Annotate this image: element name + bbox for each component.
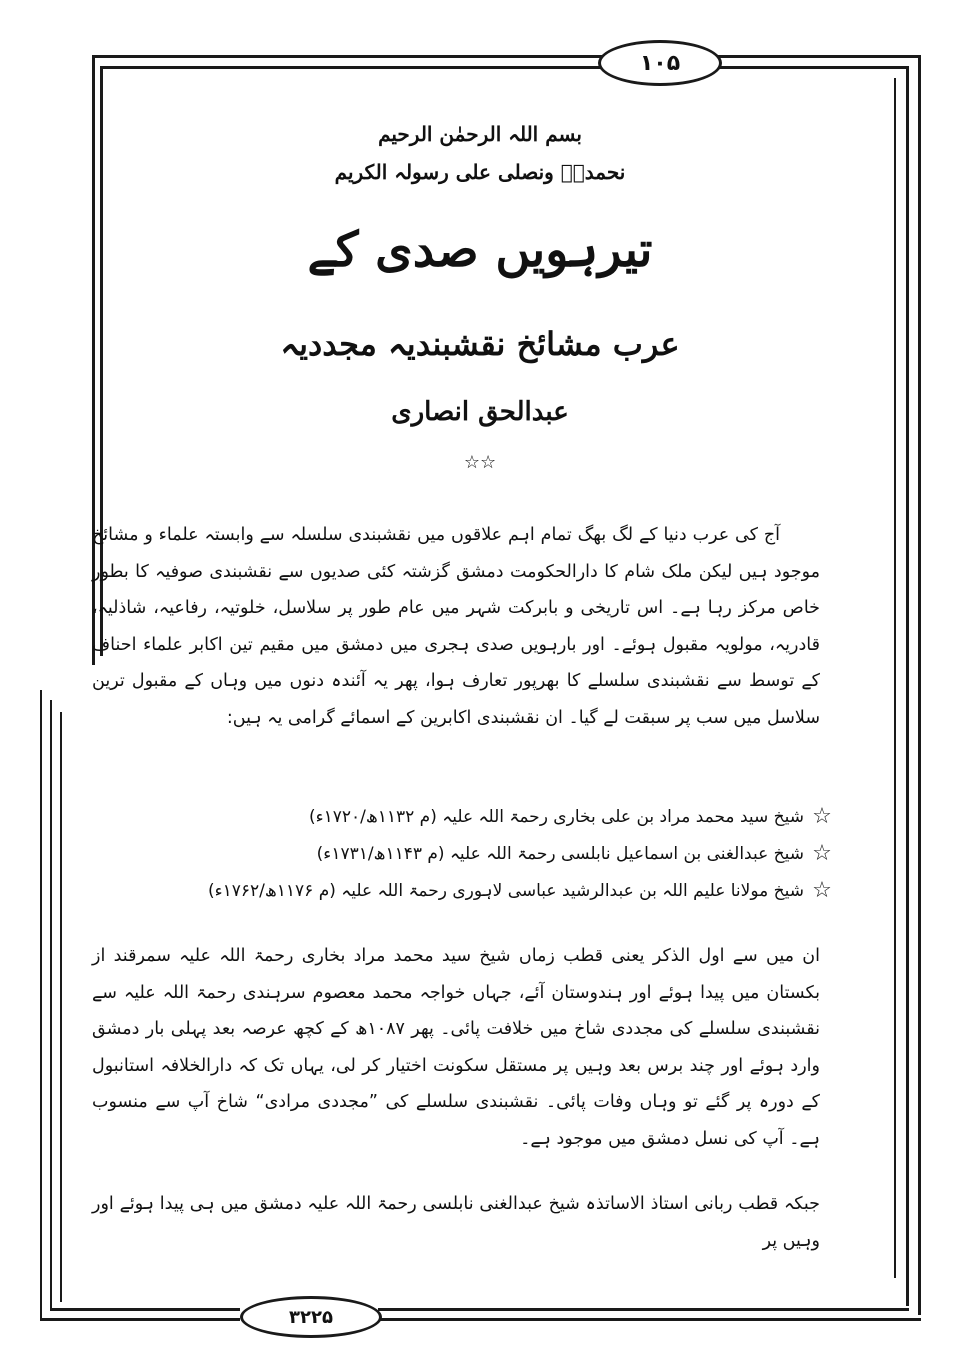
star-bullet-icon: ☆ <box>812 804 832 829</box>
page-number-oval <box>598 40 722 86</box>
subtitle: عرب مشائخ نقشبندیہ مجددیہ <box>280 325 680 363</box>
list-item <box>120 798 840 835</box>
separator-stars: ☆☆ <box>463 452 497 473</box>
scholar-name: شیخ سید محمد مراد بن علی بخاری رحمۃ اللہ علیہ (م ۱۱۳۲ھ/۱۷۲۰ء) <box>308 807 804 827</box>
star-bullet-icon: ☆ <box>812 841 832 866</box>
paragraph-3 <box>92 1186 820 1259</box>
star-bullet-icon: ☆ <box>812 878 832 903</box>
book-page-number: ۳۲۲۵ <box>289 1306 333 1328</box>
intro-paragraph-text: آج کی عرب دنیا کے لگ بھگ تمام اہم علاقوں میں نقشبندی سلسلہ سے وابستہ علماء و مشائخ موجود ہیں لیکن ملک شام کا دارالحکومت دمشق گزشتہ کئی صدیوں سے نقشبندی صوفیہ کا بطور خاص مرکز رہا ہے۔ اس تاریخی و بابرکت شہر میں عام طور پر سلاسل، خلوتیہ، رفاعیہ، شاذلیہ، قادریہ، مولویہ مقبول ہوئے۔ اور بارہویں صدی ہجری میں دمشق میں مقیم تین اکابر علماء احناف کے توسط سے نقشبندی سلسلے کا بھرپور تعارف ہوا، پھر یہ آئندہ دنوں میں وہاں کے مقبول ترین سلاسل میں سب پر سبقت لے گیا۔ ان نقشبندی اکابرین کے اسمائے گرامی یہ ہیں: <box>92 525 820 728</box>
intro-paragraph <box>92 517 820 736</box>
page-title: تیرہویں صدی کے <box>307 222 653 278</box>
list-item <box>120 835 840 872</box>
paragraph-3-text: جبکہ قطب ربانی استاذ الاساتذہ شیخ عبدالغنی نابلسی رحمۃ اللہ علیہ دمشق میں ہی پیدا ہوئے اور وہیں پر <box>92 1194 820 1251</box>
book-page-number-oval <box>240 1296 382 1338</box>
bismillah: بسم اللہ الرحمٰن الرحیم <box>378 122 582 146</box>
invocation: نحمدہٗ ونصلی علی رسولہ الکریم <box>334 160 626 184</box>
scholar-name: شیخ مولانا علیم اللہ بن عبدالرشید عباسی لاہوری رحمۃ اللہ علیہ (م ۱۱۷۶ھ/۱۷۶۲ء) <box>208 881 804 901</box>
paragraph-2 <box>92 938 820 1157</box>
scholar-list <box>120 798 840 909</box>
page-number: ۱۰۵ <box>639 50 681 76</box>
scholar-name: شیخ عبدالغنی بن اسماعیل نابلسی رحمۃ اللہ علیہ (م ۱۱۴۳ھ/۱۷۳۱ء) <box>316 844 804 864</box>
list-item <box>120 872 840 909</box>
author-name: عبدالحق انصاری <box>391 397 569 427</box>
paragraph-2-text: ان میں سے اول الذکر یعنی قطب زماں شیخ سید محمد مراد بخاری رحمۃ اللہ علیہ سمرقند از بکستان میں پیدا ہوئے اور ہندوستان آئے، جہاں خواجہ محمد معصوم سرہندی رحمۃ اللہ علیہ سے نقشبندی سلسلے کی مجددی شاخ میں خلافت پائی۔ پھر ۱۰۸۷ھ کے کچھ عرصہ بعد پہلی بار دمشق وارد ہوئے اور چند برس بعد وہیں پر مستقل سکونت اختیار کر لی، یہاں تک کہ دارالخلافہ استانبول کے دورہ پر گئے تو وہاں وفات پائی۔ نقشبندی سلسلے کی ”مجددی مرادی“ شاخ آپ سے منسوب ہے۔ آپ کی نسل دمشق میں موجود ہے۔ <box>92 946 821 1149</box>
